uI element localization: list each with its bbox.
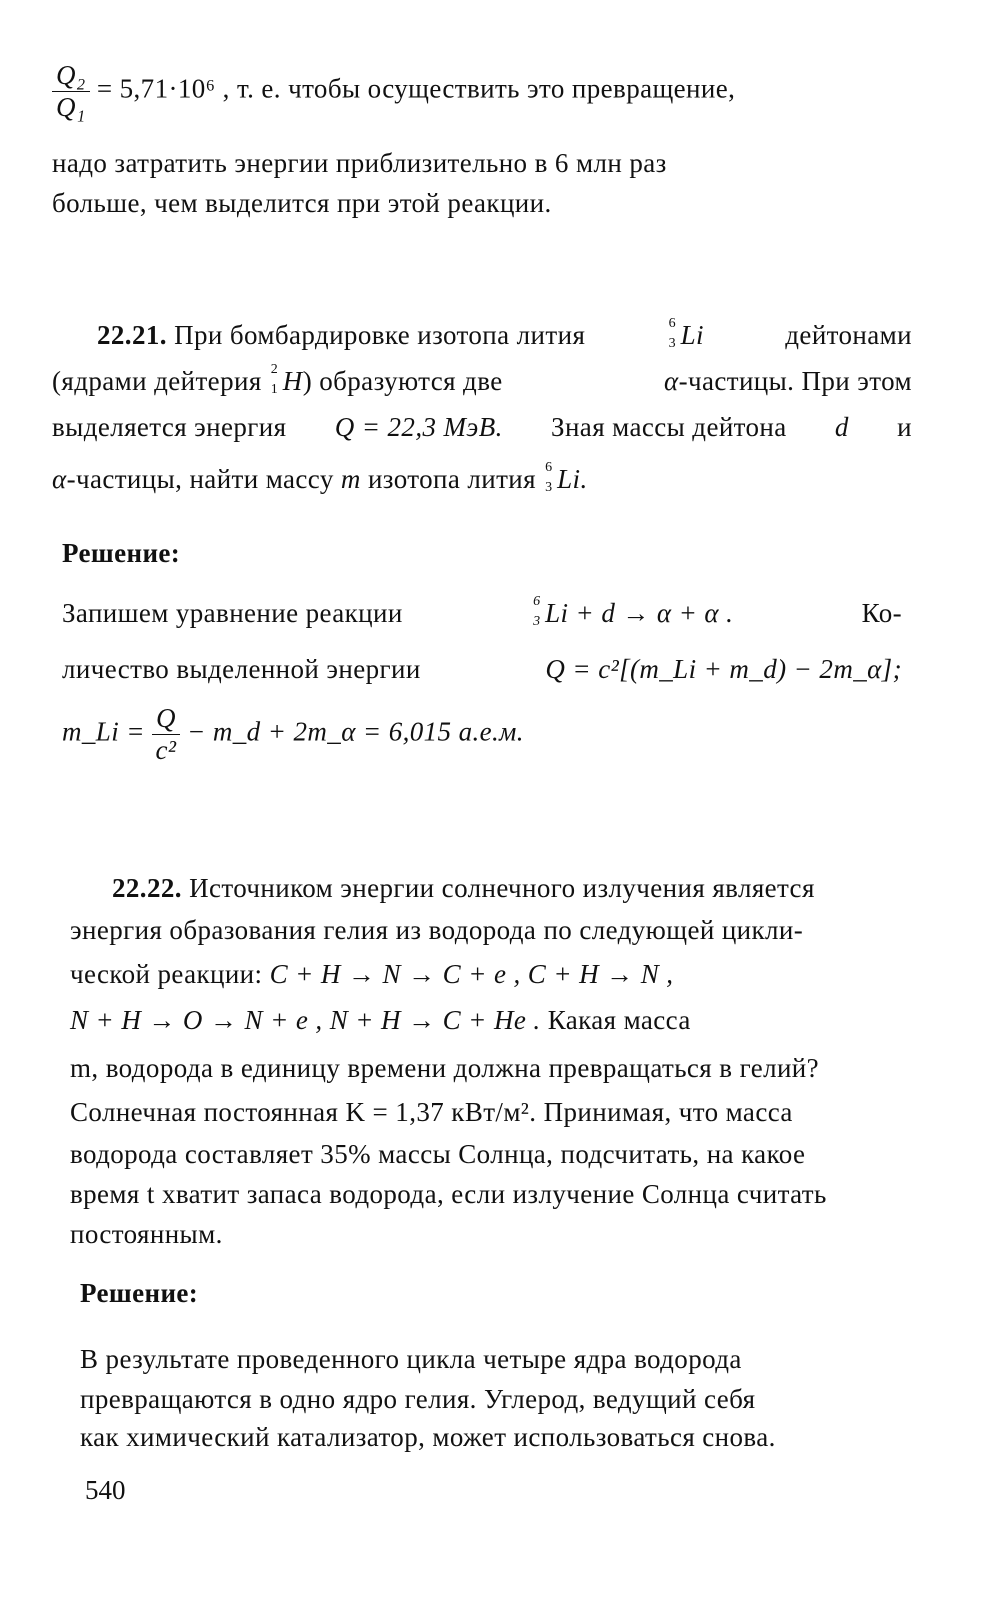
isotope-prefix: 6 3 [668, 316, 677, 351]
problem-number: 22.21. [97, 320, 167, 350]
p2222-line-4 [70, 1007, 691, 1034]
p2221-line-1 [97, 316, 912, 351]
fraction-numerator: Q₂ [52, 62, 90, 92]
intro-text: , т. е. чтобы осуществить это превращение, [222, 73, 736, 104]
p2222-line-6: Солнечная постоянная K = 1,37 кВт/м². Принимая, что масса [70, 1097, 793, 1127]
s2221-text: Запишем уравнение реакции [62, 598, 403, 628]
isotope-prefix: 6 3 [545, 460, 553, 495]
isotope-prefix: 2 1 [270, 362, 279, 397]
reaction-equation-text: Li + d → α + α . [545, 598, 734, 628]
p2221-text: -частицы. При этом [678, 366, 912, 396]
energy-equation: Q = c²[(m_Li + m_d) − 2m_α]; [545, 654, 902, 684]
p2221-text: изотопа лития [367, 464, 536, 494]
p2221-line-3 [52, 414, 912, 441]
deuteron-symbol: d [834, 412, 849, 442]
mass-lhs: m_Li = [62, 716, 145, 747]
p2221-text: При бомбардировке изотопа лития [174, 320, 586, 350]
s2221-line-1 [62, 594, 902, 629]
p2222-line-5: m, водорода в единицу времени должна превращаться в гелий? [70, 1053, 820, 1083]
s2221-line-3 [62, 705, 524, 764]
p2222-line-9: постоянным. [70, 1219, 223, 1249]
mass-rhs: − m_d + 2m_α = 6,015 а.е.м. [187, 716, 524, 747]
solution-header: Решение: [62, 538, 181, 568]
solution-header: Решение: [80, 1278, 199, 1308]
lithium-symbol: Li [680, 320, 704, 350]
p2222-line-2: энергия образования гелия из водорода по следующей цикли- [70, 915, 804, 945]
alpha-symbol: α [52, 464, 67, 494]
fraction-numerator: Q [152, 705, 180, 735]
intro-line-3: больше, чем выделится при этой реакции. [52, 188, 552, 218]
p2222-line-1 [112, 875, 815, 902]
q-over-c2-fraction [152, 705, 180, 764]
intro-line-2: надо затратить энергии приблизительно в 6 млн раз [52, 148, 667, 178]
p2221-text: и [897, 412, 912, 442]
intro-line-1 [52, 62, 735, 121]
p2222-text: ческой реакции: [70, 959, 263, 989]
p2222-line-7: водорода составляет 35% массы Солнца, подсчитать, на какое [70, 1139, 806, 1169]
s2222-line-3: как химический катализатор, может использоваться снова. [80, 1422, 776, 1452]
alpha-symbol: α [664, 366, 679, 396]
s2221-text: Ко- [861, 598, 902, 628]
p2222-line-8: время t хватит запаса водорода, если излучение Солнца считать [70, 1179, 827, 1209]
s2221-text: личество выделенной энергии [62, 654, 421, 684]
s2222-line-1: В результате проведенного цикла четыре ядра водорода [80, 1344, 742, 1374]
p2221-text: Зная массы дейтона [551, 412, 787, 442]
carbon-cycle-equation-2: N + H → O → N + e , N + H → C + He . [70, 1005, 541, 1035]
p2221-text: дейтонами [785, 320, 912, 350]
s2221-line-2 [62, 656, 902, 683]
p2221-line-2 [52, 362, 912, 397]
p2221-line-4 [52, 460, 588, 495]
ratio-value: = 5,71·10⁶ [96, 73, 216, 104]
energy-formula: Q = 22,3 МэВ. [334, 412, 503, 442]
page-number: 540 [85, 1475, 126, 1505]
q-ratio-fraction [52, 62, 90, 121]
lithium-symbol: Li. [557, 464, 588, 494]
p2221-text: (ядрами дейтерия [52, 366, 262, 396]
problem-number: 22.22. [112, 873, 182, 903]
reaction-equation: 6 3 Li + d → α + α . [533, 594, 734, 629]
p2222-text: Какая масса [547, 1005, 691, 1035]
carbon-cycle-equation-1: C + H → N → C + e , C + H → N , [269, 959, 674, 989]
fraction-denominator: Q₁ [56, 92, 86, 122]
p2222-text: Источником энергии солнечного излучения является [189, 873, 815, 903]
p2221-text: выделяется энергия [52, 412, 287, 442]
s2222-line-2: превращаются в одно ядро гелия. Углерод, ведущий себя [80, 1384, 756, 1414]
p2221-text: -частицы, найти массу [66, 464, 334, 494]
fraction-denominator: c² [155, 735, 177, 765]
p2222-line-3 [70, 961, 673, 988]
hydrogen-symbol: H [282, 366, 303, 396]
mass-symbol: m [340, 464, 361, 494]
p2221-text: ) образуются две [302, 366, 503, 396]
